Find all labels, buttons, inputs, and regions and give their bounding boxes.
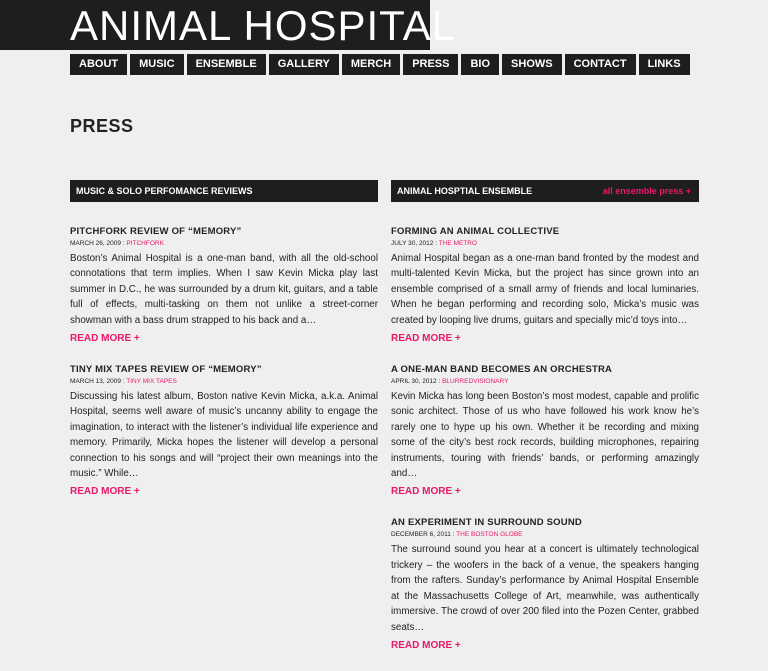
site-title: ANIMAL HOSPITAL: [70, 2, 457, 49]
ensemble-press-header: [391, 180, 699, 202]
article-title[interactable]: TINY MIX TAPES REVIEW OF “MEMORY”: [70, 364, 262, 376]
read-more-link[interactable]: READ MORE +: [391, 333, 461, 345]
solo-reviews-column: [70, 180, 378, 517]
article-date: APRIL 30, 2012 :: [391, 378, 441, 386]
article-source-link[interactable]: PITCHFORK: [126, 240, 164, 247]
press-article: [391, 517, 699, 652]
article-source-link[interactable]: BLURREDVISIONARY: [442, 378, 509, 386]
article-title[interactable]: AN EXPERIMENT IN SURROUND SOUND: [391, 517, 582, 529]
press-article: [391, 226, 699, 346]
ensemble-press-column: [391, 180, 699, 671]
article-meta: [391, 378, 699, 385]
ensemble-press-header-label: ANIMAL HOSPTIAL ENSEMBLE: [397, 186, 533, 196]
press-article: [391, 364, 699, 499]
article-source-link[interactable]: TINY MIX TAPES: [126, 378, 177, 386]
page-title: PRESS: [70, 116, 134, 136]
article-excerpt: The surround sound you hear at a concert is ultimately technological trickery – the woofers in the back of a venue, the speakers hanging from the rafters. Sunday’s performance by Animal Hospital Ensemble at the Massachusetts College of Art, meanwhile, was authentically immersive. The crowd of over 200 filed into the Pozen Center, grabbed seats…: [391, 544, 699, 633]
read-more-link[interactable]: READ MORE +: [391, 486, 461, 498]
nav-shows[interactable]: SHOWS: [502, 54, 562, 75]
article-title[interactable]: FORMING AN ANIMAL COLLECTIVE: [391, 226, 560, 237]
nav-bio[interactable]: BIO: [461, 54, 499, 75]
nav-music[interactable]: MUSIC: [130, 54, 183, 75]
article-meta: [391, 240, 699, 247]
nav-links[interactable]: LINKS: [639, 54, 690, 75]
article-excerpt: Boston’s Animal Hospital is a one-man band, with all the old-school connotations that term implies. When I saw Kevin Micka play last summer in D.C., he was surrounded by a drum kit, guitars, and a table full of effects, multi-tasking on them not unlike a street-corner showman with a bass drum strapped to his back and a…: [70, 253, 378, 326]
article-date: DECEMBER 6, 2011 :: [391, 531, 455, 539]
article-excerpt: Animal Hospital began as a one-man band fronted by the modest and multi-talented Kevin Micka, but the project has since grown into an ensemble comprised of a small army of friends and local luminaries. When he began performing and recording solo, Micka’s music was created by looping live drums, guitars and specially mic’d toys into…: [391, 253, 699, 326]
site-logo[interactable]: [0, 0, 457, 50]
press-article: [70, 364, 378, 499]
nav-contact[interactable]: CONTACT: [565, 54, 636, 75]
nav-ensemble[interactable]: ENSEMBLE: [187, 54, 266, 75]
article-meta: [391, 531, 699, 538]
article-excerpt: Discussing his latest album, Boston native Kevin Micka, a.k.a. Animal Hospital, seems well aware of music’s uncanny ability to engage the imagination, to interact with the listener’s individual life experience and memory. Primarily, Micka hopes the listener will develop a personal connection to his songs and will “project their own meanings into the music.” While…: [70, 391, 378, 480]
solo-reviews-header-label: MUSIC & SOLO PERFOMANCE REVIEWS: [76, 186, 253, 196]
article-date: MARCH 26, 2009 :: [70, 240, 125, 247]
all-ensemble-press-link[interactable]: all ensemble press +: [602, 186, 691, 196]
article-excerpt: Kevin Micka has long been Boston’s most modest, capable and prolific sonic architect. Those of us who have followed his work know he’s rarely one to hype up his own. Whether it be recording and mixing some of the city’s best rock records, building microphones, repairing instruments, touring with friends’ bands, or performing amazingly and…: [391, 391, 699, 480]
press-article: [70, 226, 378, 346]
article-source-link[interactable]: THE BOSTON GLOBE: [456, 531, 523, 539]
article-meta: [70, 240, 378, 247]
ensemble-press-list: [391, 226, 699, 653]
nav-press[interactable]: PRESS: [403, 54, 458, 75]
article-title[interactable]: A ONE-MAN BAND BECOMES AN ORCHESTRA: [391, 364, 613, 376]
solo-reviews-list: [70, 226, 378, 499]
read-more-link[interactable]: READ MORE +: [70, 333, 140, 345]
nav-about[interactable]: ABOUT: [70, 54, 127, 75]
nav-gallery[interactable]: GALLERY: [269, 54, 339, 75]
nav-merch[interactable]: MERCH: [342, 54, 400, 75]
main-nav: [70, 54, 690, 75]
read-more-link[interactable]: READ MORE +: [391, 639, 461, 651]
read-more-link[interactable]: READ MORE +: [70, 486, 140, 498]
article-title[interactable]: PITCHFORK REVIEW OF “MEMORY”: [70, 226, 242, 237]
solo-reviews-header: [70, 180, 378, 202]
article-source-link[interactable]: THE METRO: [438, 240, 477, 247]
article-date: MARCH 13, 2009 :: [70, 378, 125, 386]
article-date: JULY 30, 2012 :: [391, 240, 438, 247]
article-meta: [70, 378, 378, 385]
